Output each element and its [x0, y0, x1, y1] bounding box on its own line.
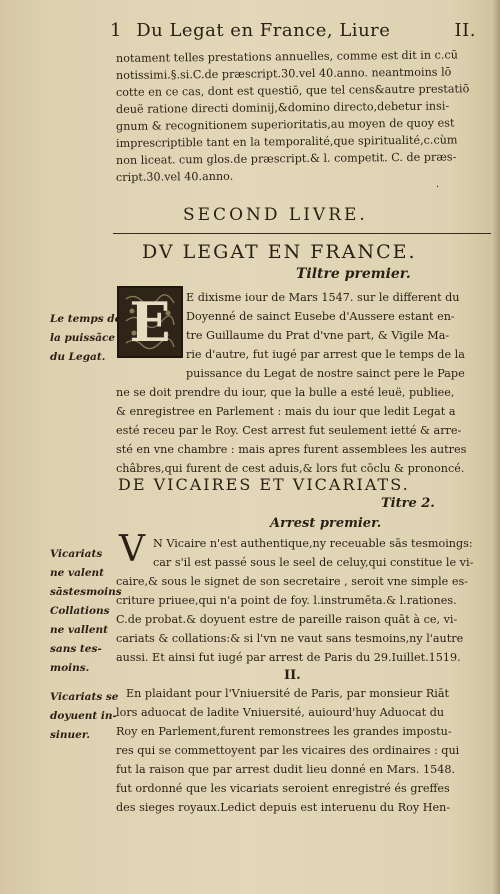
- titre-2: Titre 2.: [381, 496, 435, 511]
- margin-note-vicariats: Vicariats ne valent sāstesmoins Collations ne vallent sans tes- moins.: [50, 548, 122, 674]
- top-line: cript.30.vel 40.anno.: [115, 169, 234, 184]
- folio-number: 1: [110, 20, 122, 41]
- top-line: notissimi.§.si.C.de præscript.30.vel 40.anno. neantmoins lō: [115, 65, 452, 82]
- margin-note-legat: Le temps de la puissãce du Legat.: [50, 313, 122, 363]
- body-line: sté en vne chambre : mais apres furent assemblees les autres: [116, 443, 467, 456]
- book-title: SECOND LIVRE.: [183, 205, 368, 225]
- section-subtitle: DV LEGAT EN FRANCE.: [142, 241, 417, 263]
- body-line: aussi. Et ainsi fut iugé par arrest de Paris du 29.Iuillet.1519.: [116, 651, 461, 664]
- body-line: lors aduocat de ladite Vniuersité, auiourd'huy Aduocat du: [116, 706, 445, 719]
- body-line: châbres,qui furent de cest aduis,& lors fut cōclu & prononcé.: [116, 462, 465, 475]
- body-line: & enregistree en Parlement : mais du iour que ledit Legat a: [116, 405, 456, 418]
- top-line: notament telles prestations annuelles, comme est dit in c.cū: [115, 48, 458, 65]
- body-line: Roy en Parlement,furent remonstrees les grandes impostu-: [116, 725, 452, 738]
- body-line: esté receu par le Roy. Cest arrest fut seulement ietté & arre-: [116, 424, 462, 437]
- body-line: En plaidant pour l'Vniuersité de Paris, par monsieur Riāt: [126, 687, 450, 700]
- margin-note-insinuer: Vicariats se doyuent in- sinuer.: [50, 691, 119, 741]
- body-line: fut la raison que par arrest dudit lieu donné en Mars. 1548.: [116, 763, 456, 776]
- body-line: caire,& sous le signet de son secretaire , seroit vne simple es-: [116, 575, 468, 588]
- tiltre-premier: Tiltre premier.: [296, 266, 411, 282]
- page-gutter-shadow: [492, 0, 500, 894]
- top-line: non liceat. cum glos.de præscript.& l. competit. C. de præs-: [115, 150, 457, 167]
- body-line: C.de probat.& doyuent estre de pareille raison quāt à ce, vi-: [116, 613, 458, 626]
- body-line: E dixisme iour de Mars 1547. sur le different du: [186, 291, 460, 304]
- top-line: gnum & recognitionem superioritatis,au moyen de quoy est: [115, 116, 455, 133]
- body-line: res qui se commettoyent par les vicaires des ordinaires : qui: [116, 744, 460, 757]
- body-line: rie d'autre, fut iugé par arrest que le temps de la: [186, 348, 465, 361]
- arrest-premier: Arrest premier.: [270, 516, 382, 531]
- body-line: tre Guillaume du Prat d'vne part, & Vigile Ma-: [186, 329, 450, 342]
- top-line: imprescriptible tant en la temporalité,que spiritualité,c.cùm: [115, 133, 458, 150]
- initial-letter: E: [129, 290, 171, 354]
- section-title: DE VICAIRES ET VICARIATS.: [118, 475, 410, 494]
- body-line: N Vicaire n'est authentique,ny receuable sās tesmoings:: [153, 537, 473, 550]
- top-line: deuë ratione directi dominij,&domino directo,debetur insi-: [115, 99, 450, 116]
- body-line: fut ordonné que les vicariats seroient enregistré és greffes: [116, 782, 450, 795]
- body-line: car s'il est passé sous le seel de celuy,qui constitue le vi-: [153, 556, 474, 569]
- running-header: [110, 20, 490, 41]
- title-rule: [113, 233, 491, 234]
- body-line: puissance du Legat de nostre sainct pere le Pape: [186, 367, 465, 380]
- body-line: Doyenné de sainct Eusebe d'Aussere estant en-: [186, 310, 455, 323]
- page-label: II.: [454, 20, 476, 41]
- body-line: ne se doit prendre du iour, que la bulle a esté leuë, publiee,: [116, 386, 455, 399]
- initial-letter-v: V: [119, 529, 145, 570]
- ornament-dot: ·: [436, 182, 440, 193]
- top-line: cotte en ce cas, dont est questiō, que tel cens&autre prestatiō: [115, 82, 470, 99]
- section-number: II.: [284, 668, 301, 683]
- body-line: cariats & collations:& si l'vn ne vaut sans tesmoins,ny l'autre: [116, 632, 464, 645]
- decorated-initial: [117, 286, 183, 358]
- running-title: Du Legat en France, Liure: [136, 20, 391, 41]
- body-line: criture priuee,qui n'a point de foy. l.instrumēta.& l.rationes.: [116, 594, 457, 607]
- body-line: des sieges royaux.Ledict depuis est interuenu du Roy Hen-: [116, 801, 451, 814]
